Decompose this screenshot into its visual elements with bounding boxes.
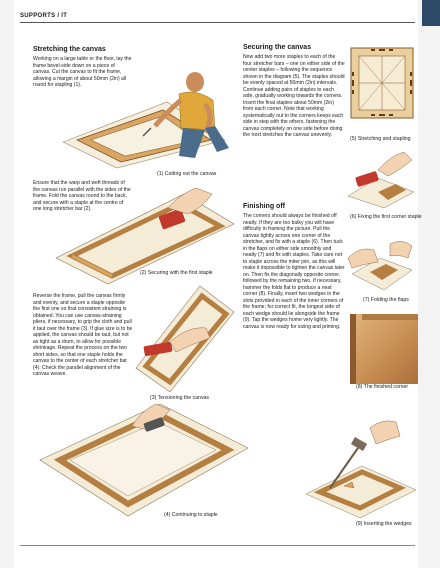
caption-6: (6) Fixing the first corner staple — [350, 214, 422, 220]
heading-finishing: Finishing off — [243, 203, 285, 210]
page-right-margin — [418, 0, 440, 568]
illustration-folding-flaps — [344, 236, 416, 294]
paragraph-stretching-2: Ensure that the warp and weft threads of the canvas run parallel with the sides of the frame. Fold the canvas round to the back, and secure with a staple at the centre of one long stretcher bar (2). — [33, 180, 131, 212]
footer-rule — [20, 545, 415, 546]
illustration-inserting-wedges — [300, 416, 418, 520]
page-corner-tab — [422, 0, 440, 26]
illustration-tensioning — [130, 282, 240, 394]
caption-2: (2) Securing with the first staple — [140, 270, 213, 276]
page-left-margin — [0, 0, 14, 568]
caption-8: (8) The finished corner — [356, 384, 409, 390]
illustration-cutting-canvas — [55, 60, 235, 170]
caption-9: (9) Inserting the wedges — [356, 521, 412, 527]
caption-3: (3) Tensioning the canvas — [150, 395, 210, 401]
header-rule — [20, 22, 415, 23]
running-header: SUPPORTS / IT — [20, 13, 68, 19]
photo-finished-corner — [350, 314, 418, 384]
caption-4: (4) Continuing to staple — [164, 512, 218, 518]
paragraph-securing: Now add two more staples to each of the four stretcher bars – one on either side of the center staples – following the sequence shown in the diagram (5). The staples should be evenly spaced at 50mm (2in) intervals. Continue adding pairs of staples to each side, gradually working towards the corners. Insert the final staples about 50mm (2in) from each corner. Note that working systematically out to the corners keeps each side in step with the others, fastening the canvas completely on one side before doing the next stretches the canvas unevenly. — [243, 54, 345, 138]
diagram-stapling-sequence — [349, 44, 415, 122]
illustration-first-corner-staple — [344, 148, 416, 210]
paragraph-finishing: The corners should always be finished off neatly. If they are too bulky you will have difficulty in framing the picture. Pull the canvas tightly across one corner of the stretcher, and fix with a staple (6). Then tuck in the flaps on either side smoothly and neatly (7) and fix with staples. Take care not to staple across the miter join, as this will make it impossible to tighten the canvas later on. Then fix the diagonally opposite corner, followed by the remaining two. If necessary, hammer the folds flat to produce a neat corner (8). Finally, insert two wedges in the slots provided in each of the inner corners of the frame; for correct fit, the longest side of each wedge should lie alongside the frame (9). Tap the wedges home very lightly. The canvas is now ready for sizing and priming. — [243, 213, 345, 330]
paragraph-stretching-3: Reverse the frame, pull the canvas firmly and evenly, and secure a staple opposite the first one so that consistent straining is obtained. You can use canvas-straining pliers, if necessary, to grip the cloth and pull it taut over the frame (3). If glue size is to be applied, the canvas should be taut, but not as tight as a drum, to allow for possible shrinkage. Repeat the process on the two short sides, so that one staple holds the canvas to the center of each stretcher bar (4). Check the parallel alignment of the canvas weave. — [33, 293, 133, 377]
heading-stretching: Stretching the canvas — [33, 46, 106, 53]
caption-1: (1) Cutting out the canvas — [157, 171, 217, 177]
caption-7: (7) Folding the flaps — [363, 297, 409, 303]
illustration-continuing-staple — [36, 400, 251, 518]
paragraph-stretching-1: Working on a large table or the floor, lay the frame bevel-side down on a piece of canvas. Cut the canvas to fit the frame, allowing a margin of about 50mm (2in) all round for stapling (1). — [33, 56, 132, 88]
heading-securing: Securing the canvas — [243, 44, 312, 51]
caption-5: (5) Stretching and stapling — [350, 136, 411, 142]
